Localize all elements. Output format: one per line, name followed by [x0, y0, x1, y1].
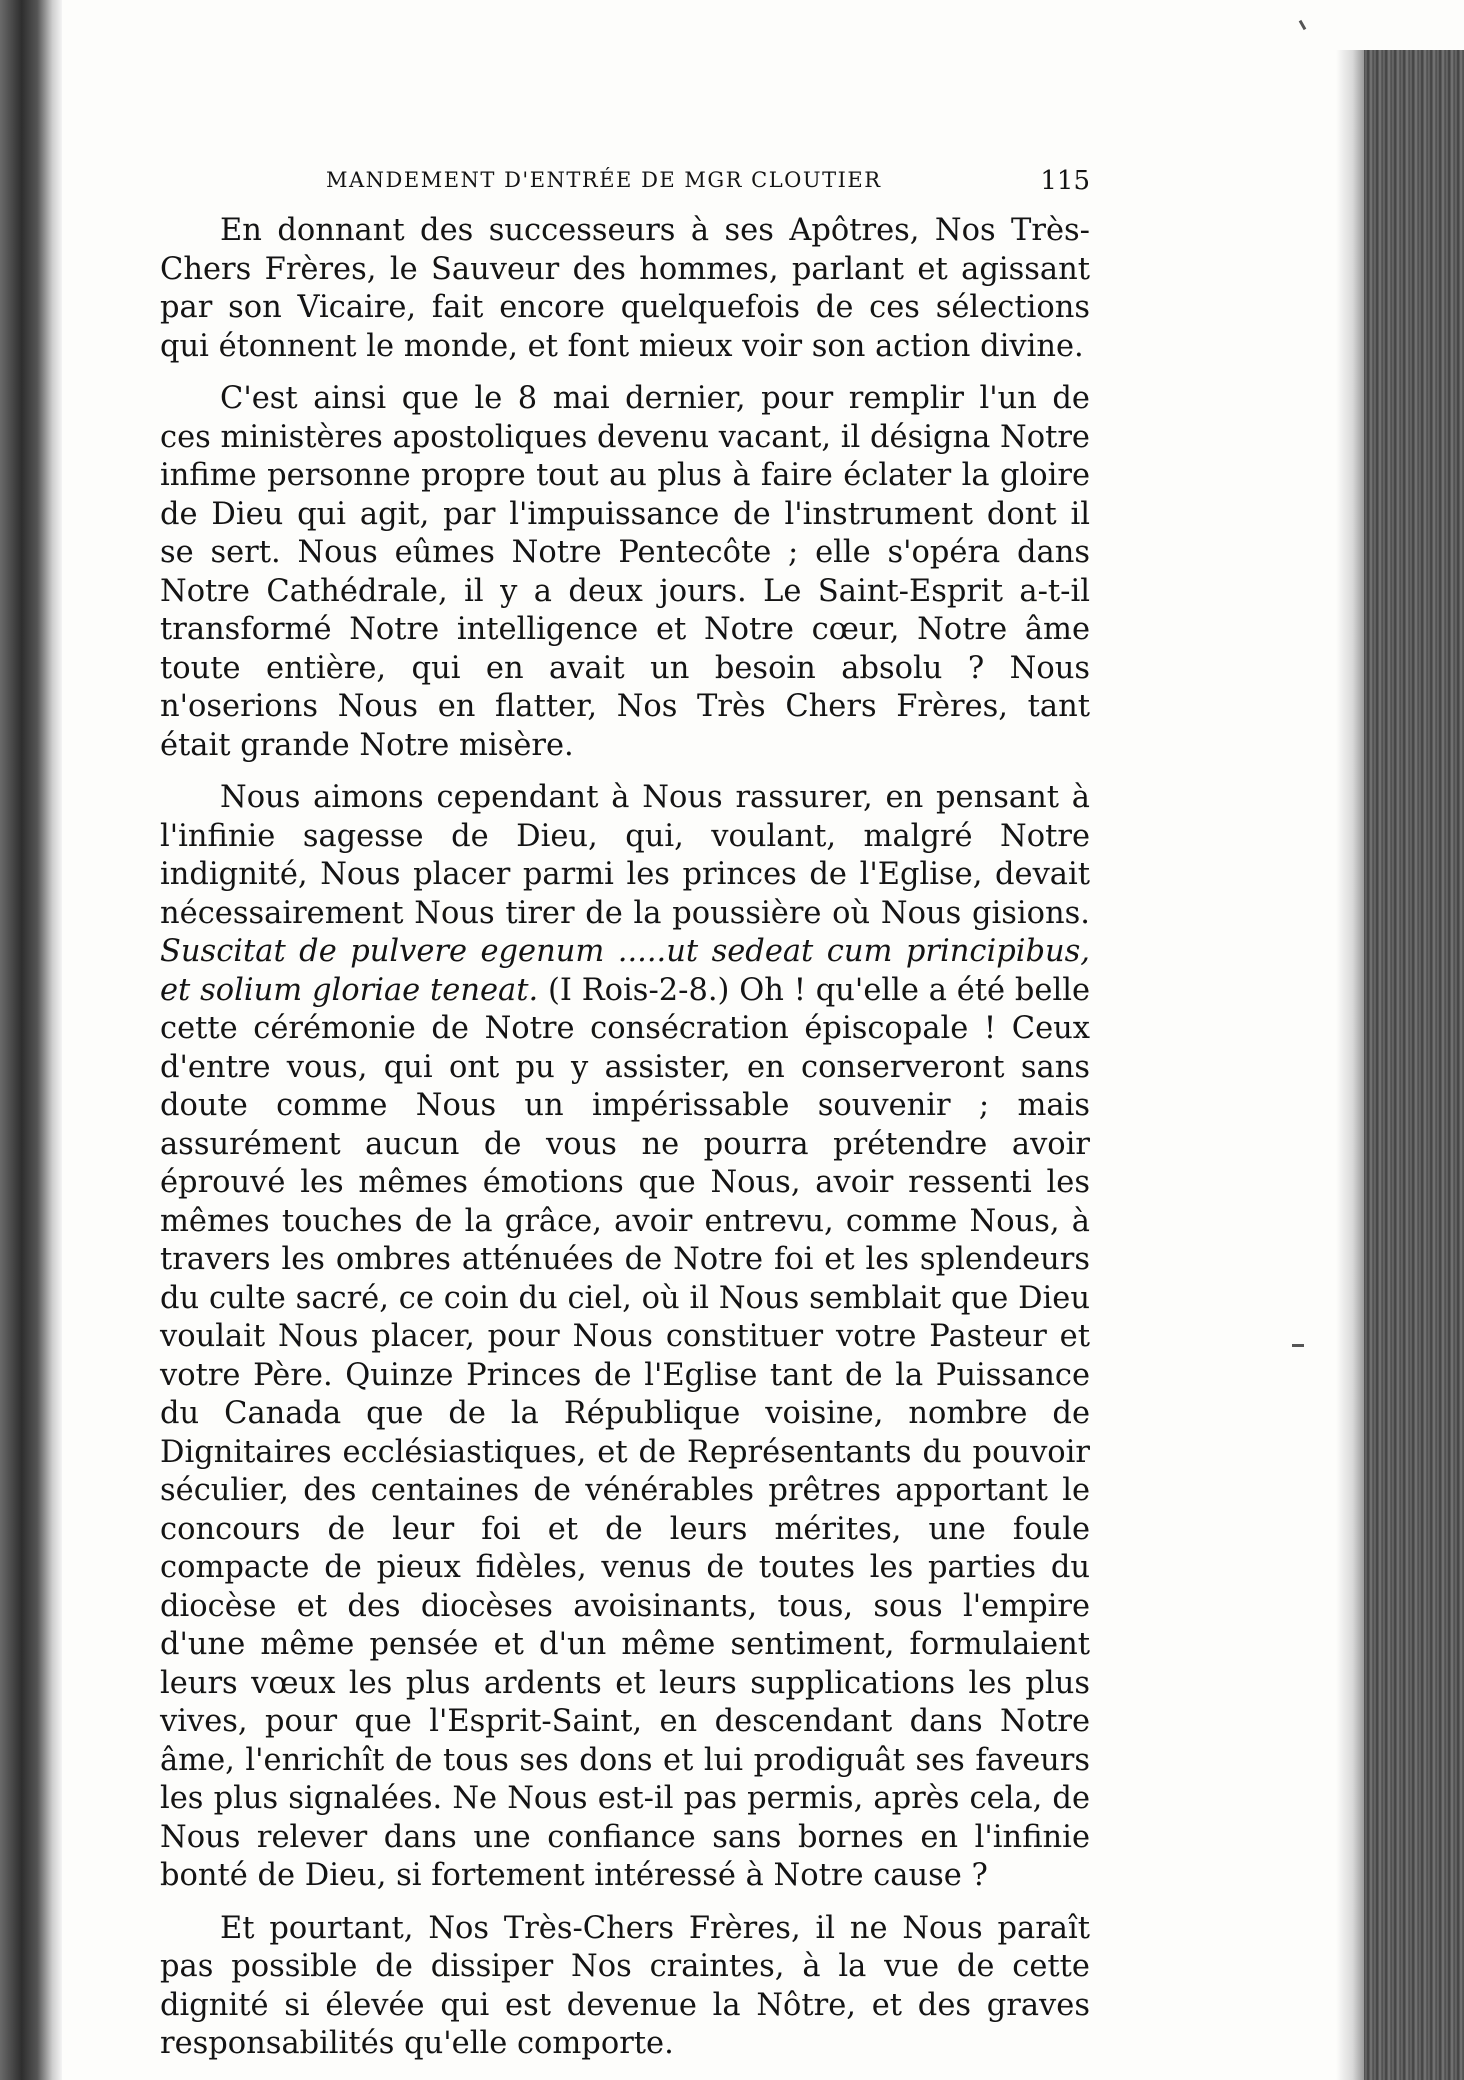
paragraph-4: Et pourtant, Nos Très-Chers Frères, il ne Nous paraît pas possible de dissiper Nos craintes, à la vue de cette dignité si élevée qui est devenue la Nôtre, et des graves responsabilités qu'elle comporte.	[160, 1910, 1090, 2061]
paragraph-2: C'est ainsi que le 8 mai dernier, pour remplir l'un de ces ministères apostoliques devenu vacant, il désigna Notre infime personne propre tout au plus à faire éclater la gloire de Dieu qui agit, par l'impuissance de l'instrument dont il se sert. Nous eûmes Notre Pentecôte ; elle s'opéra dans Notre Cathédrale, il y a deux jours. Le Saint-Esprit a-t-il transformé Notre intelligence et Notre cœur, Notre âme toute entière, qui en avait un besoin absolu ? Nous n'oserions Nous en flatter, Nos Très Chers Frères, tant était grande Notre misère.	[160, 381, 1090, 763]
page-stack-edge	[1364, 50, 1464, 2080]
scan-speck	[1299, 20, 1307, 30]
scan-mark	[1292, 1344, 1304, 1347]
body-text	[160, 212, 1090, 2064]
paragraph-1: En donnant des successeurs à ses Apôtres, Nos Très-Chers Frères, le Sauveur des hommes, parlant et agissant par son Vicaire, fait encore quelquefois de ces sélections qui étonnent le monde, et font mieux voir son action divine.	[160, 213, 1090, 364]
paragraph-3	[160, 779, 1090, 1896]
page-edge-shadow	[1336, 50, 1364, 2080]
book-page	[160, 168, 1090, 2064]
book-binding-edge	[0, 0, 62, 2080]
running-title: MANDEMENT D'ENTRÉE DE MGR CLOUTIER	[326, 168, 882, 192]
paragraph-3-text-after: (I Rois-2-8.) Oh ! qu'elle a été belle cette cérémonie de Notre consécration épiscopale ! Ceux d'entre vous, qui ont pu y assister, en conserveront sans doute comme Nous un impérissable souvenir ; mais assurément aucun de vous ne pourra prétendre avoir éprouvé les mêmes émotions que Nous, avoir ressenti les mêmes touches de la grâce, avoir entrevu, comme Nous, à travers les ombres atténuées de Notre foi et les splendeurs du culte sacré, ce coin du ciel, où il Nous semblait que Dieu voulait Nous placer, pour Nous constituer votre Pasteur et votre Père. Quinze Princes de l'Eglise tant de la Puissance du Canada que de la République voisine, nombre de Dignitaires ecclésiastiques, et de Représentants du pouvoir séculier, des centaines de vénérables prêtres apportant le concours de leur foi et de leurs mérites, une foule compacte de pieux fidèles, venus de toutes les parties du diocèse et des diocèses avoisinants, tous, sous l'empire d'une même pensée et d'un même sentiment, formulaient leurs vœux les plus ardents et leurs supplications les plus vives, pour que l'Esprit-Saint, en descendant dans Notre âme, l'enrichît de tous ses dons et lui prodiguât ses faveurs les plus signalées. Ne Nous est-il pas permis, après cela, de Nous relever dans une confiance sans bornes en l'infinie bonté de Dieu, si fortement intéressé à Notre cause ?	[160, 972, 1091, 1893]
running-head	[160, 168, 1090, 204]
latin-quotation: Suscitat de pulvere egenum .....ut sedeat cum principibus, et solium gloriae teneat.	[160, 934, 1090, 1008]
page-number: 115	[1040, 166, 1090, 196]
paragraph-3-text-before: Nous aimons cependant à Nous rassurer, en pensant à l'infinie sagesse de Dieu, qui, voulant, malgré Notre indignité, Nous placer parmi les princes de l'Eglise, devait nécessairement Nous tirer de la poussière où Nous gisions.	[160, 780, 1090, 931]
